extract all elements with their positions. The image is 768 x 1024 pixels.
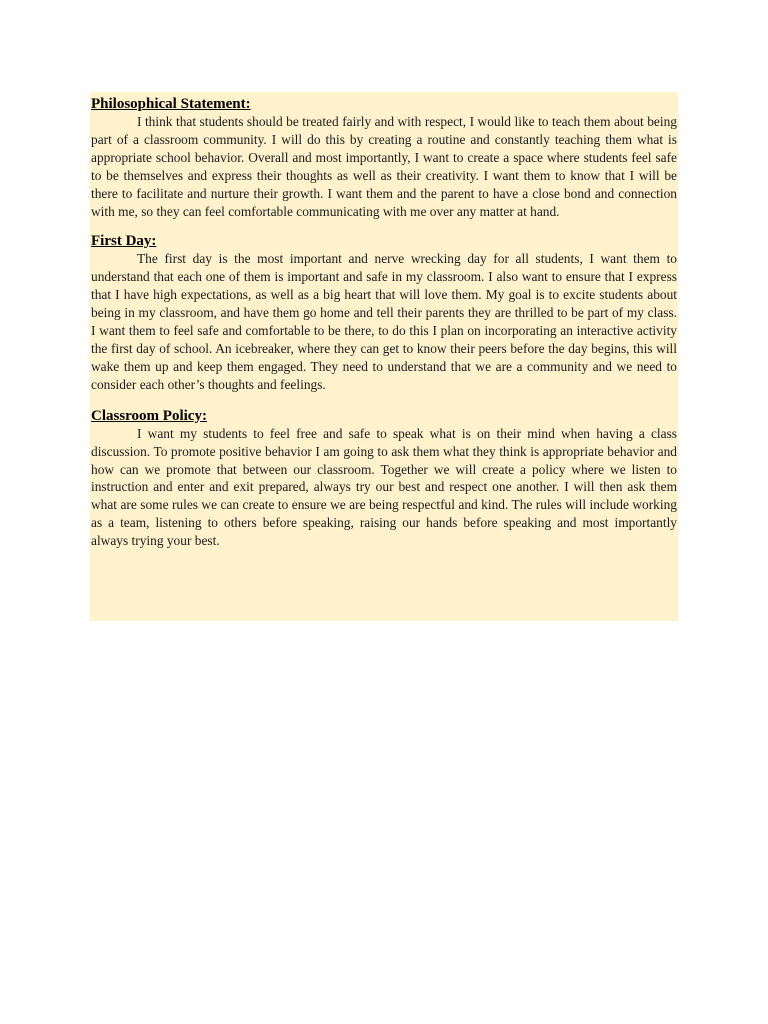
philosophical-statement-section <box>91 95 677 220</box>
content-panel <box>90 92 678 621</box>
section-heading: Classroom Policy: <box>91 407 207 424</box>
classroom-policy-section <box>91 407 677 550</box>
section-body: I think that students should be treated fairly and with respect, I would like to teach them about being part of a classroom community. I will do this by creating a routine and constantly teaching them what is appropriate school behavior. Overall and most importantly, I want to create a space where students feel safe to be themselves and express their thoughts as well as their creativity. I want them to know that I will be there to facilitate and nurture their growth. I want them and the parent to have a close bond and connection with me, so they can feel comfortable communicating with me over any matter at hand. <box>91 114 677 219</box>
section-spacer <box>91 220 677 232</box>
section-spacer <box>91 394 677 407</box>
section-body: The first day is the most important and nerve wrecking day for all students, I want them to understand that each one of them is important and safe in my classroom. I also want to ensure that I express that I have high expectations, as well as a big heart that will love them. My goal is to excite students about being in my classroom, and have them go home and tell their parents they are thrilled to be part of my class. I want them to feel safe and comfortable to be there, to do this I plan on incorporating an interactive activity the first day of school. An icebreaker, where they can get to know their peers before the day begins, this will wake them up and keep them engaged. They need to understand that we are a community and we need to consider each other’s thoughts and feelings. <box>91 251 677 392</box>
section-body: I want my students to feel free and safe to speak what is on their mind when having a class discussion. To promote positive behavior I am going to ask them what they think is appropriate behavior and how can we promote that between our classroom. Together we will create a policy where we listen to instruction and enter and exit prepared, always try our best and respect one another. I will then ask them what are some rules we can create to ensure we are being respectful and kind. The rules will include working as a team, listening to others before speaking, raising our hands before speaking and most importantly always trying your best. <box>91 425 677 549</box>
section-heading: Philosophical Statement: <box>91 96 251 112</box>
first-day-section <box>91 232 677 393</box>
section-heading: First Day: <box>91 233 157 250</box>
